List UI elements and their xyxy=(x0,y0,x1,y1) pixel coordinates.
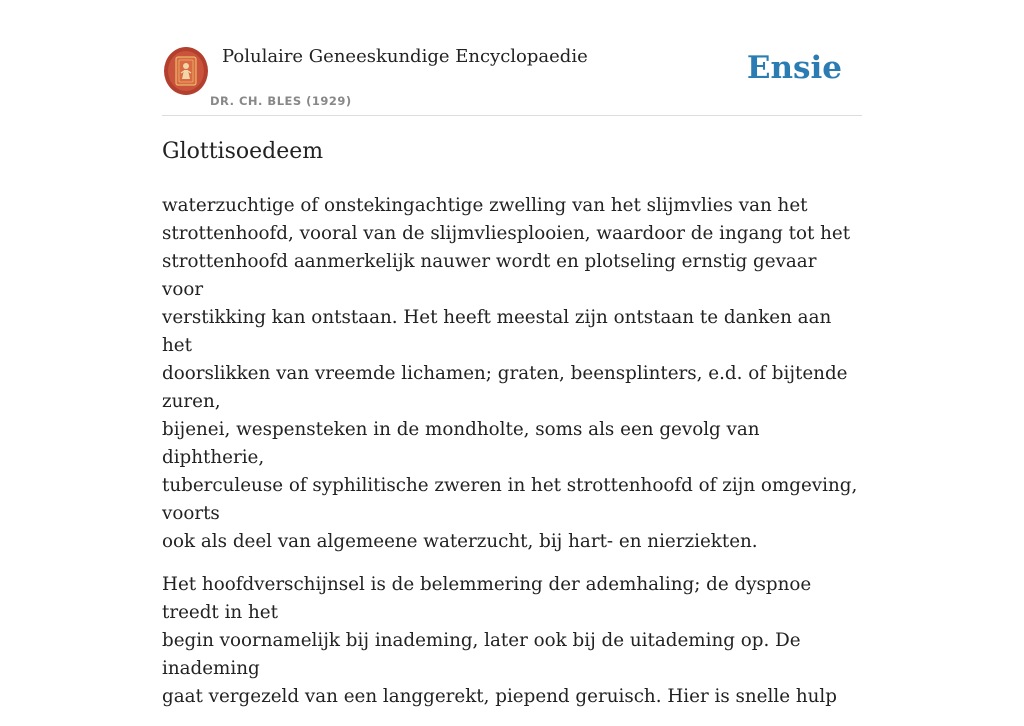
brand-logo-link[interactable]: Ensie xyxy=(746,50,842,86)
entry-paragraph-2: Het hoofdverschijnsel is de belemmering der ademhaling; de dyspnoe treedt in het begin voornamelijk bij inademing, later ook bij de uitademing op. De inademing gaat vergezeld van een langgerekt, piepend geruisch. Hier is snelle hulp xyxy=(162,574,837,707)
header xyxy=(162,44,862,116)
encyclopedia-logo-icon[interactable] xyxy=(164,47,208,95)
entry-paragraph-1: waterzuchtige of onstekingachtige zwelling van het slijmvlies van het strottenhoofd, vooral van de slijmvliesplooien, waardoor de ingang tot het strottenhoofd aanmerkelijk nauwer wordt en plotseling ernstig gevaar voor verstikking kan ontstaan. Het heeft meestal zijn ontstaan te danken aan het doorslikken van vreemde lichamen; graten, beensplinters, e.d. of bijtende zuren, bijenei, wespensteken in de mondholte, soms als een gevolg van diphtherie, tuberculeuse of syphilitische zweren in het strottenhoofd of zijn omgeving, voorts ook als deel van algemeene waterzucht, bij hart- en nierziekten. xyxy=(162,195,858,552)
entry-body xyxy=(162,192,862,726)
book-title[interactable]: Polulaire Geneeskundige Encyclopaedie xyxy=(222,46,588,67)
book-author: DR. CH. BLES (1929) xyxy=(210,94,352,108)
entry-title: Glottisoedeem xyxy=(162,139,324,164)
